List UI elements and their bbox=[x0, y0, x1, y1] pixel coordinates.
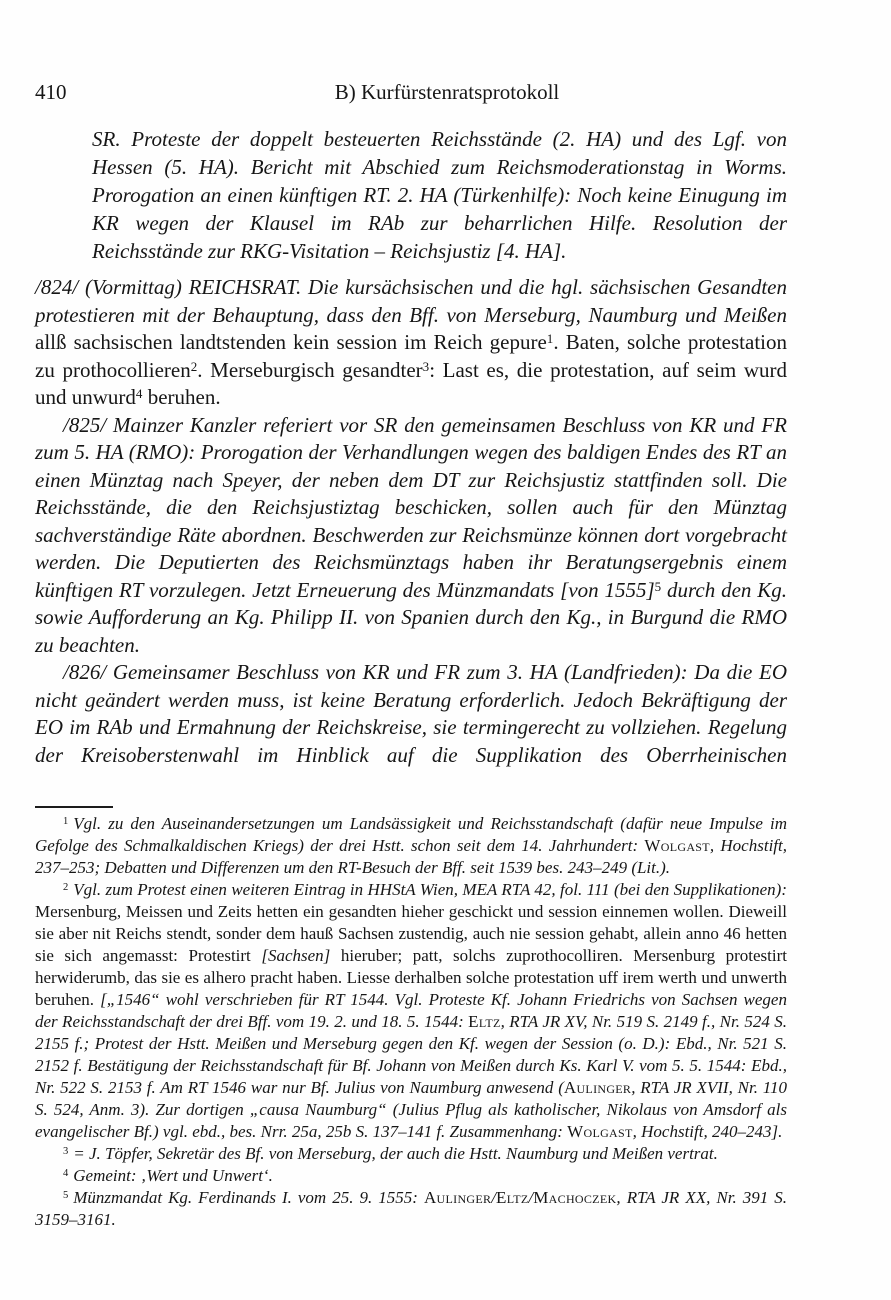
footnote-1-text: Vgl. zu den Auseinandersetzungen um Landsässigkeit und Reichsstandschaft (dafür neue Impulse im Gefolge des Schmalkaldischen Kriegs) der drei Hstt. schon seit dem 14. Jahrhundert: Wolgast, Hochstift, 237–253; Debatten und Differenzen um den RT-Besuch der Bff. seit 1539 bes. 243–249 (Lit.). bbox=[35, 814, 787, 877]
footnote-2 bbox=[35, 879, 787, 1143]
footnote-2-text: Vgl. zum Protest einen weiteren Eintrag in HHStA Wien, MEA RTA 42, fol. 111 (bei den Supplikationen): Mersenburg, Meissen und Zeits hetten ein gesandten hieher geschickt und session einnemen wollen. Dieweill sie aber nit Reichs stendt, sonder dem hauß Sachsen zustendig, auch nie session gehabt, allein anno 46 hetten sie sich angemasst: Protestirt [Sachsen] hieruber; patt, solchs zuprothocolliren. Mersenburg protestirt herwiderumb, das sie es alhero pracht haben. Liesse derhalben solche protestation uff irem werth und unwerth beruhen. [„1546“ wohl verschrieben für RT 1544. Vgl. Proteste Kf. Johann Friedrichs von Sachsen wegen der Reichsstandschaft der drei Bff. vom 19. 2. und 18. 5. 1544: Eltz, RTA JR XV, Nr. 519 S. 2149 f., Nr. 524 S. 2155 f.; Protest der Hstt. Meißen und Merseburg gegen den Kf. wegen der Session (o. D.): Ebd., Nr. 521 S. 2152 f. Bestätigung der Reichsstandschaft für Bf. Johann von Meißen durch Ks. Karl V. vom 5. 5. 1544: Ebd., Nr. 522 S. 2153 f. Am RT 1546 war nur Bf. Julius von Naumburg anwesend (Aulinger, RTA JR XVII, Nr. 110 S. 524, Anm. 3). Zur dortigen „causa Naumburg“ (Julius Pflug als katholischer, Nikolaus von Amsdorf als evangelischer Bf.) vgl. ebd., bes. Nrr. 25a, 25b S. 137–141 f. Zusammenhang: Wolgast, Hochstift, 240–243]. bbox=[35, 880, 788, 1141]
footnote-4 bbox=[35, 1165, 787, 1187]
paragraph-825: /825/ Mainzer Kanzler referiert vor SR den gemeinsamen Beschluss von KR und FR zum 5. HA (RMO): Prorogation der Verhandlungen wegen des baldigen Endes des RT an einen Münztag nach Speyer, der neben dem DT zur Reichsjustiz stattfinden soll. Die Reichsstände, die den Reichsjustiztag beschicken, sollen auch für den Münztag sachverständige Räte abordnen. Beschwerden zur Reichsmünze können dort vorgebracht werden. Die Deputierten des Reichsmünztags haben ihr Beratungsergebnis einem künftigen RT vorzulegen. Jetzt Erneuerung des Münzmandats [von 1555]$^5$ durch den Kg. sowie Aufforderung an Kg. Philipp II. von Spanien durch den Kg., in Burgund die RMO zu beachten. bbox=[35, 412, 787, 657]
footnote-3 bbox=[35, 1143, 787, 1165]
paragraph-826: /826/ Gemeinsamer Beschluss von KR und FR zum 3. HA (Landfrieden): Da die EO nicht geändert werden muss, ist keine Beratung erforderlich. Jedoch Bekräftigung der EO im RAb und Ermahnung der Reichskreise, sie termingerecht zu vollziehen. Regelung der Kreisoberstenwahl im Hinblick auf die Supplikation des Oberrheinischen bbox=[35, 660, 787, 767]
paragraph-824: /824/ (Vormittag) REICHSRAT. Die kursächsischen und die hgl. sächsischen Gesandten protestieren mit der Behauptung, dass den Bff. von Merseburg, Naumburg und Meißen allß sachsischen landtstenden kein session im Reich gepure$^1$. Baten, solche protestation zu prothocollieren$^2$. Merseburgisch gesandter$^3$: Last es, die protestation, auf seim wurd und unwurd$^4$ beruhen. bbox=[35, 275, 788, 409]
footnote-5 bbox=[35, 1187, 787, 1231]
footnote-3-text: = J. Töpfer, Sekretär des Bf. von Merseburg, der auch die Hstt. Naumburg und Meißen vertrat. bbox=[73, 1144, 718, 1163]
footnote-5-marker: 5 bbox=[63, 1190, 69, 1202]
main-text bbox=[35, 274, 787, 769]
footnote-2-marker: 2 bbox=[63, 882, 69, 894]
footnote-3-marker: 3 bbox=[63, 1146, 69, 1158]
footnote-5-text: Münzmandat Kg. Ferdinands I. vom 25. 9. 1555: Aulinger/Eltz/Machoczek, RTA JR XX, Nr. 391 S. 3159–3161. bbox=[35, 1188, 787, 1229]
running-header: B) Kurfürstenratsprotokoll bbox=[334, 80, 560, 104]
page-number: 410 bbox=[35, 80, 67, 104]
summary-paragraph: SR. Proteste der doppelt besteuerten Reichsstände (2. HA) und des Lgf. von Hessen (5. HA). Bericht mit Abschied zum Reichsmoderationstag in Worms. Prorogation an einen künftigen RT. 2. HA (Türkenhilfe): Noch keine Einugung im KR wegen der Klausel im RAb zur beharrlichen Hilfe. Resolution der Reichsstände zur RKG-Visitation – Reichsjustiz [4. HA]. bbox=[92, 127, 787, 263]
footnotes-section bbox=[35, 813, 787, 1231]
footnote-4-text: Gemeint: ‚Wert und Unwert‘. bbox=[73, 1166, 273, 1185]
footnote-4-marker: 4 bbox=[63, 1168, 69, 1180]
footnote-separator bbox=[35, 806, 113, 808]
footnote-1 bbox=[35, 813, 787, 879]
footnote-1-marker: 1 bbox=[63, 816, 69, 828]
page-header bbox=[35, 78, 787, 106]
